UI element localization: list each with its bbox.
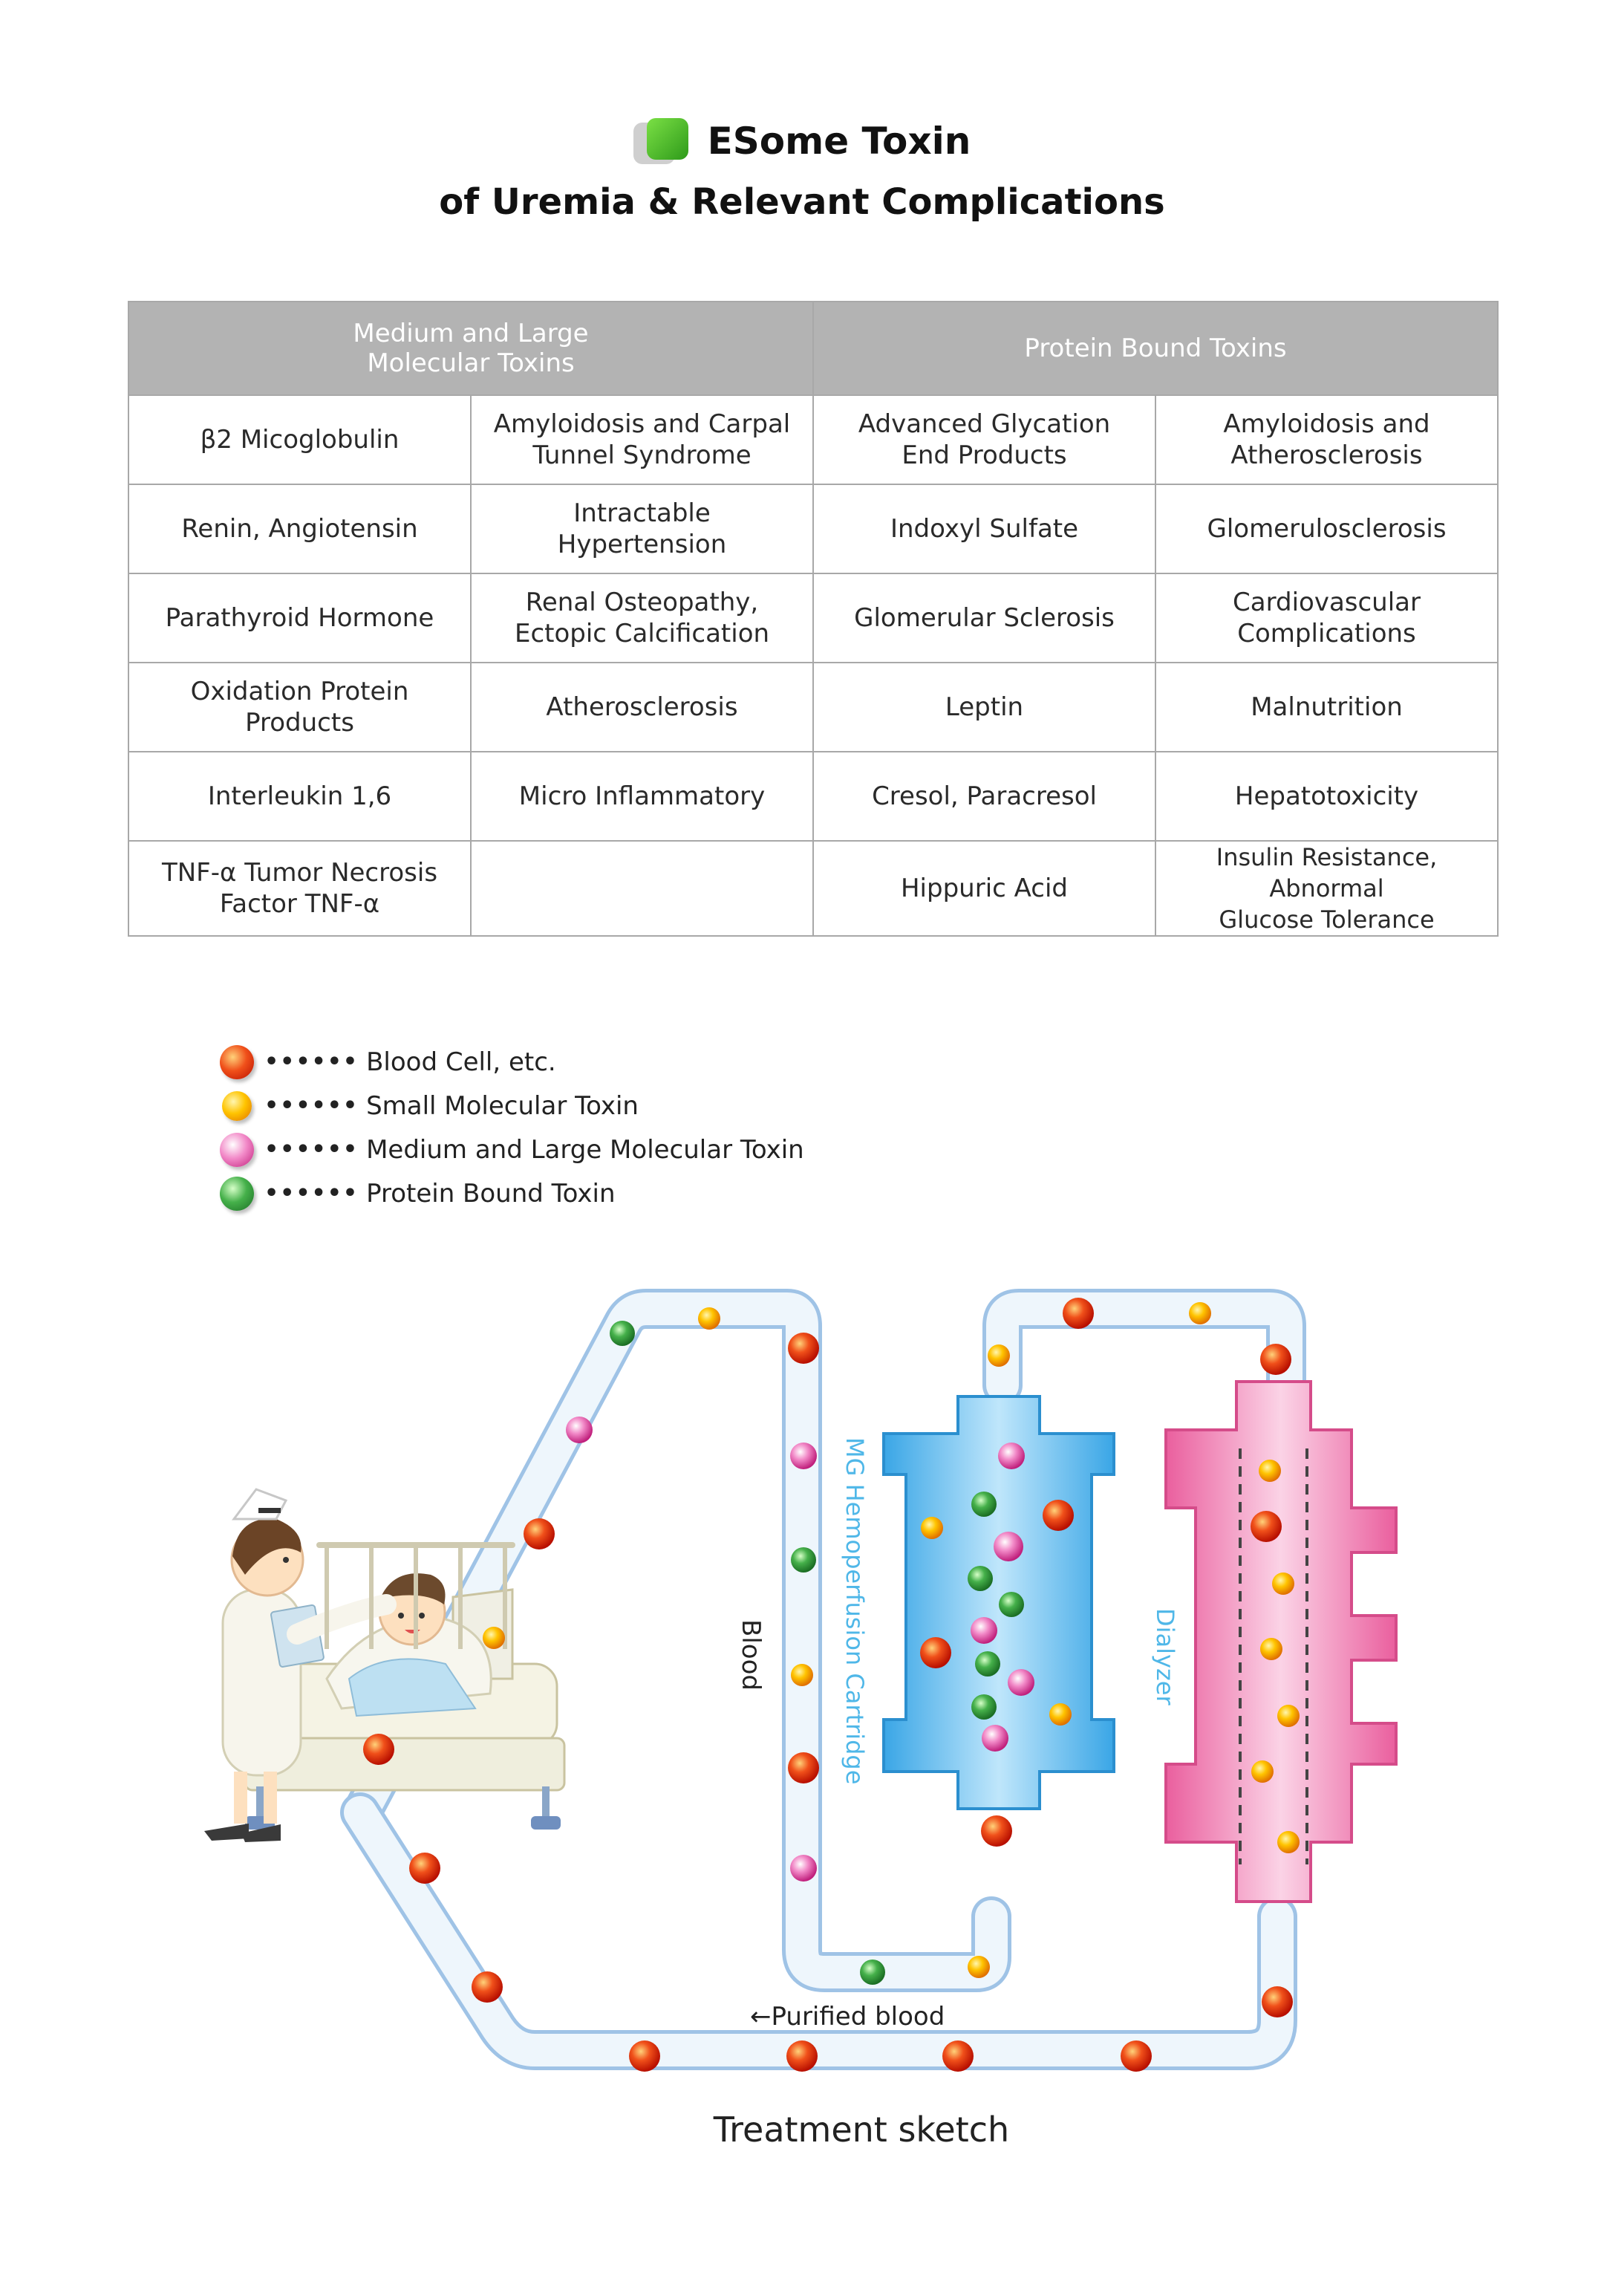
table-cell: Hepatotoxicity (1155, 752, 1498, 841)
small-toxin-ball-icon (921, 1517, 943, 1539)
diagram-caption: Treatment sketch (713, 2110, 1010, 2150)
medium-large-toxin-ball-icon (1008, 1669, 1034, 1696)
table-row (128, 395, 1498, 484)
medium-large-toxin-ball-icon (220, 1133, 254, 1167)
legend-dots: •••••• (264, 1049, 359, 1075)
small-toxin-ball-icon (1272, 1573, 1294, 1595)
blood-cell-ball-icon (629, 2040, 660, 2072)
protein-bound-toxin-ball-icon (971, 1492, 997, 1517)
table-cell: β2 Micoglobulin (128, 395, 471, 484)
dialyzer (1166, 1382, 1396, 1902)
blood-cell-ball-icon (942, 2040, 974, 2072)
blood-cell-ball-icon (409, 1853, 440, 1884)
title-block (0, 111, 1604, 223)
blood-cell-ball-icon (788, 1752, 819, 1783)
table-row (128, 752, 1498, 841)
medium-large-toxin-ball-icon (790, 1443, 817, 1469)
legend-item (220, 1040, 804, 1084)
protein-bound-toxin-ball-icon (968, 1566, 993, 1591)
blood-cell-ball-icon (1262, 1986, 1293, 2017)
blood-cell-ball-icon (786, 2040, 818, 2072)
page-title: ESome Toxin (707, 120, 971, 163)
table-cell: Advanced Glycation End Products (813, 395, 1155, 484)
protein-bound-toxin-ball-icon (220, 1177, 254, 1211)
table-cell: Hippuric Acid (813, 841, 1155, 936)
small-toxin-ball-icon (988, 1344, 1010, 1367)
legend-item (220, 1128, 804, 1171)
legend-label: Blood Cell, etc. (366, 1047, 556, 1077)
protein-bound-toxin-ball-icon (971, 1694, 997, 1720)
table-cell: Glomerulosclerosis (1155, 484, 1498, 573)
medium-large-toxin-ball-icon (971, 1617, 997, 1644)
small-toxin-ball-icon (791, 1664, 813, 1686)
table-cell: Renin, Angiotensin (128, 484, 471, 573)
small-toxin-ball-icon (483, 1627, 505, 1649)
title-line-1 (0, 111, 1604, 171)
small-toxin-ball-icon (1260, 1638, 1282, 1660)
blood-cell-ball-icon (524, 1518, 555, 1549)
medium-large-toxin-ball-icon (982, 1725, 1008, 1752)
table-row (128, 484, 1498, 573)
table-cell: Intractable Hypertension (471, 484, 813, 573)
legend-dots: •••••• (264, 1136, 359, 1162)
medium-large-toxin-ball-icon (998, 1443, 1025, 1469)
blood-cell-ball-icon (981, 1815, 1012, 1847)
medium-large-toxin-ball-icon (994, 1532, 1023, 1561)
small-toxin-ball-icon (222, 1091, 252, 1121)
table-row (128, 573, 1498, 663)
table-cell: TNF-α Tumor Necrosis Factor TNF-α (128, 841, 471, 936)
small-toxin-ball-icon (1259, 1460, 1281, 1482)
green-square-icon (633, 118, 688, 164)
table-cell: Cresol, Paracresol (813, 752, 1155, 841)
table-row (128, 663, 1498, 752)
table-cell: Amyloidosis and Carpal Tunnel Syndrome (471, 395, 813, 484)
blood-label: Blood (736, 1619, 766, 1691)
blood-cell-ball-icon (1043, 1500, 1074, 1531)
blood-cell-ball-icon (1260, 1344, 1291, 1375)
table-cell: Malnutrition (1155, 663, 1498, 752)
header-medium-large: Medium and Large Molecular Toxins (128, 302, 813, 395)
purified-blood-label: ←Purified blood (750, 2002, 945, 2032)
small-toxin-ball-icon (968, 1956, 990, 1978)
patient-nurse-illustration (204, 1489, 564, 1842)
legend-label: Medium and Large Molecular Toxin (366, 1134, 804, 1165)
blood-cell-ball-icon (220, 1045, 254, 1079)
legend (220, 1040, 804, 1215)
table-cell: Renal Osteopathy, Ectopic Calcification (471, 573, 813, 663)
table-cell: Leptin (813, 663, 1155, 752)
toxin-table (128, 301, 1499, 937)
table-row (128, 841, 1498, 936)
blood-cell-ball-icon (472, 1971, 503, 2003)
blood-cell-ball-icon (920, 1637, 951, 1668)
protein-bound-toxin-ball-icon (999, 1592, 1024, 1617)
table-cell: Indoxyl Sulfate (813, 484, 1155, 573)
blood-cell-ball-icon (1063, 1298, 1094, 1329)
table-cell: Cardiovascular Complications (1155, 573, 1498, 663)
table-cell: Glomerular Sclerosis (813, 573, 1155, 663)
blood-cell-ball-icon (1121, 2040, 1152, 2072)
dialyzer-label: Dialyzer (1151, 1608, 1179, 1705)
blood-cell-ball-icon (1251, 1511, 1282, 1542)
legend-item (220, 1171, 804, 1215)
cartridge-label: MG Hemoperfusion Cartridge (841, 1437, 869, 1785)
small-toxin-ball-icon (1251, 1760, 1274, 1783)
page-subtitle: of Uremia & Relevant Complications (439, 181, 1165, 223)
table-cell: Atherosclerosis (471, 663, 813, 752)
legend-label: Protein Bound Toxin (366, 1178, 616, 1209)
protein-bound-toxin-ball-icon (975, 1651, 1000, 1677)
table-cell (471, 841, 813, 936)
small-toxin-ball-icon (1277, 1831, 1300, 1853)
table-cell: Oxidation Protein Products (128, 663, 471, 752)
table-cell: Interleukin 1,6 (128, 752, 471, 841)
treatment-diagram (0, 1263, 1604, 2110)
table-cell: Micro Inflammatory (471, 752, 813, 841)
protein-bound-toxin-ball-icon (860, 1960, 885, 1985)
legend-dots: •••••• (264, 1180, 359, 1206)
blood-cell-ball-icon (788, 1333, 819, 1364)
table-cell: Parathyroid Hormone (128, 573, 471, 663)
table-cell: Amyloidosis and Atherosclerosis (1155, 395, 1498, 484)
small-toxin-ball-icon (1049, 1703, 1072, 1726)
small-toxin-ball-icon (1189, 1302, 1211, 1324)
blood-cell-ball-icon (363, 1734, 394, 1765)
small-toxin-ball-icon (698, 1307, 720, 1330)
legend-item (220, 1084, 804, 1128)
medium-large-toxin-ball-icon (790, 1855, 817, 1882)
protein-bound-toxin-ball-icon (610, 1321, 635, 1346)
table-cell: Insulin Resistance, Abnormal Glucose Tolerance (1155, 841, 1498, 936)
header-protein-bound: Protein Bound Toxins (813, 302, 1498, 395)
small-toxin-ball-icon (1277, 1705, 1300, 1727)
medium-large-toxin-ball-icon (566, 1417, 593, 1443)
protein-bound-toxin-ball-icon (791, 1547, 816, 1573)
legend-label: Small Molecular Toxin (366, 1090, 639, 1121)
legend-dots: •••••• (264, 1093, 359, 1119)
table-header-row (128, 302, 1498, 395)
